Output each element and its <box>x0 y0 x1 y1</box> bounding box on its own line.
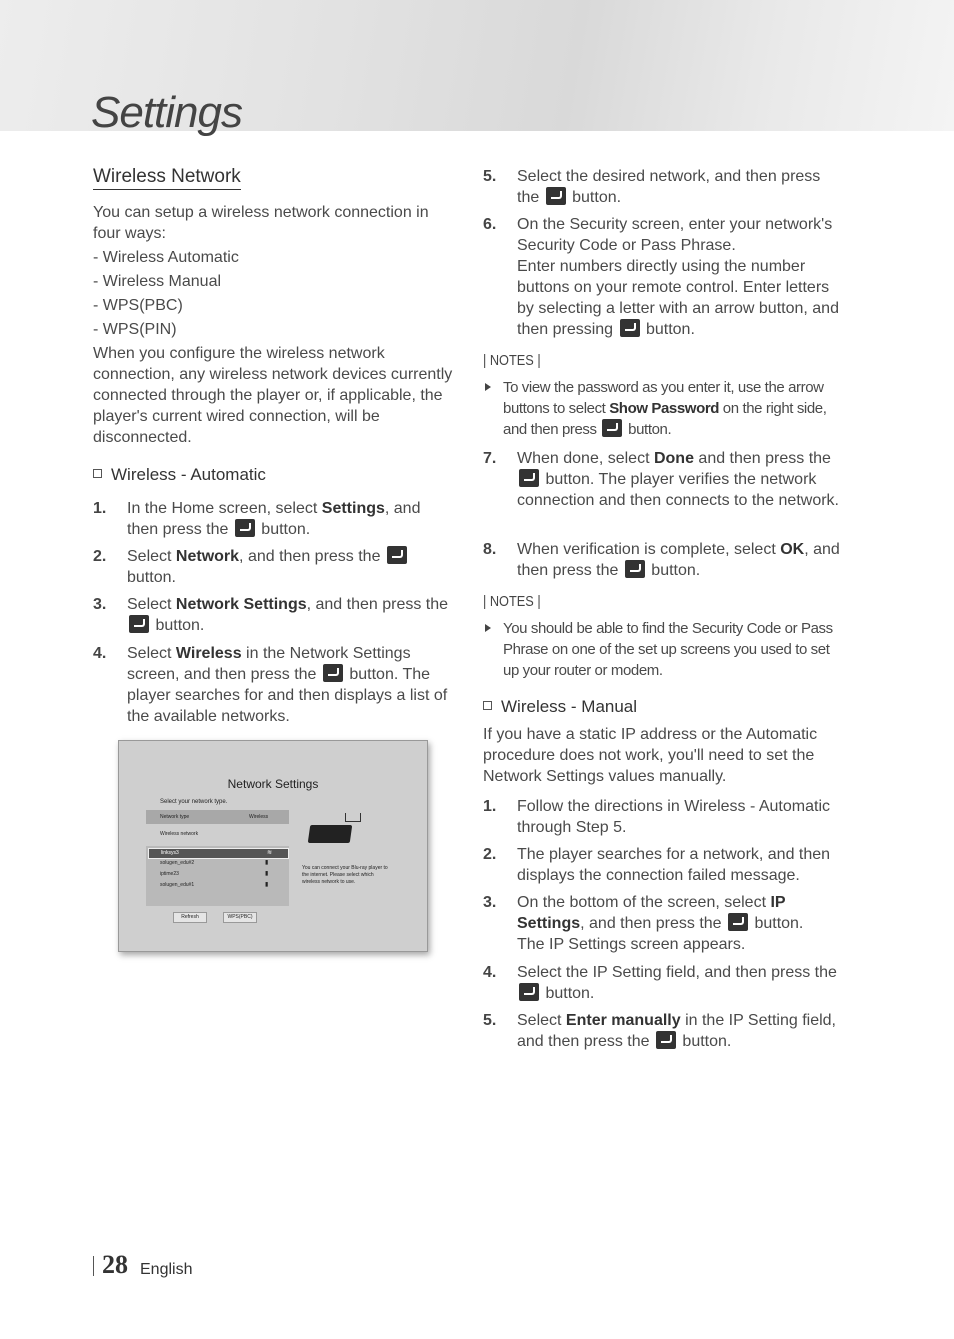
note-item: To view the password as you enter it, use the arrow buttons to select Show Password on the right side, and then press button. <box>483 377 845 440</box>
intro-paragraph: You can setup a wireless network connection in four ways: <box>93 204 429 242</box>
lock-icon: ▮ <box>265 871 269 877</box>
screen-title: Network Settings <box>227 777 319 791</box>
step-item: 8. When verification is complete, select OK, and then press the button. <box>483 541 840 579</box>
enter-button-icon <box>235 519 255 537</box>
enter-button-icon <box>625 560 645 578</box>
network-settings-screenshot <box>118 740 428 952</box>
screen-help-text: You can connect your Blu-ray player to the internet. Please select which wireless network to use. <box>302 865 388 885</box>
network-item[interactable]: iptime23 <box>160 871 179 877</box>
way-item: - WPS(PIN) <box>93 321 177 338</box>
way-item: - Wireless Automatic <box>93 249 239 266</box>
step-item: 5. Select the desired network, and then press the button. <box>483 168 821 206</box>
note-item: You should be able to find the Security Code or Pass Phrase on one of the set up screens you used to set up your router or modem. <box>483 618 845 681</box>
enter-button-icon <box>546 187 566 205</box>
step-item: 5. Select Enter manually in the IP Setting field, and then press the button. <box>483 1012 836 1050</box>
step-item: 6. On the Security screen, enter your network's Security Code or Pass Phrase. Enter numbers directly using the number buttons on your remote control. Enter letters by selecting a letter with an arrow button, and then pressing button. <box>483 216 839 338</box>
network-type-value: Wireless <box>249 814 269 820</box>
page-number-divider <box>93 1256 94 1276</box>
manual-intro: If you have a static IP address or the Automatic procedure does not work, you'll need to set the Network Settings values manually. <box>483 726 818 785</box>
enter-button-icon <box>728 913 748 931</box>
square-bullet-icon <box>93 469 102 478</box>
screen-prompt: Select your network type. <box>160 799 228 805</box>
triangle-bullet-icon <box>485 383 491 391</box>
triangle-bullet-icon <box>485 624 491 632</box>
router-icon <box>345 813 361 822</box>
enter-button-icon <box>620 319 640 337</box>
enter-button-icon <box>519 469 539 487</box>
step-item: 2. The player searches for a network, and then displays the connection failed message. <box>483 846 831 884</box>
step-item: 2. Select Network, and then press the button. <box>93 546 455 588</box>
enter-button-icon <box>129 615 149 633</box>
warning-paragraph: When you configure the wireless network connection, any wireless network devices currently connected through the player or, if applicable, the player's current wired connection, will be disconnected. <box>93 345 453 446</box>
enter-button-icon <box>519 983 539 1001</box>
page-title: Settings <box>91 88 242 137</box>
enter-button-icon <box>656 1031 676 1049</box>
network-item[interactable]: solugen_edu#2 <box>160 860 195 866</box>
step-item: 1. In the Home screen, select Settings, and then press the button. <box>93 500 421 538</box>
step-item: 3. On the bottom of the screen, select IP Settings, and then press the button. The IP Settings screen appears. <box>483 894 804 953</box>
step-item: 3. Select Network Settings, and then press the button. <box>93 596 449 634</box>
section-title: Wireless Network <box>93 166 241 190</box>
network-item-selected[interactable]: linksys3 ≋ <box>148 848 289 859</box>
step-item: 4. Select the IP Setting field, and then press the button. <box>483 964 837 1002</box>
way-item: - WPS(PBC) <box>93 297 183 314</box>
page-number: 28 <box>102 1250 128 1279</box>
enter-button-icon <box>387 546 407 564</box>
page-language: English <box>140 1261 193 1278</box>
player-device-icon <box>308 825 353 843</box>
way-item: - Wireless Manual <box>93 273 222 290</box>
network-list <box>146 846 289 906</box>
step-item: 7. When done, select Done and then press the button. The player verifies the network connection and then connects to the network. <box>483 450 839 509</box>
step-item: 1. Follow the directions in Wireless - Automatic through Step 5. <box>483 798 830 836</box>
refresh-button[interactable]: Refresh <box>173 912 207 923</box>
enter-button-icon <box>602 419 622 437</box>
enter-button-icon <box>323 664 343 682</box>
wps-pbc-button[interactable]: WPS(PBC) <box>223 912 257 923</box>
step-item: 4. Select Wireless in the Network Settings screen, and then press the button. The player searches for and then displays a list of the available networks. <box>93 645 448 725</box>
network-item[interactable]: solugen_edu#1 <box>160 882 195 888</box>
square-bullet-icon <box>483 701 492 710</box>
notes-label: | NOTES | <box>483 352 541 369</box>
wifi-icon: ≋ <box>266 850 272 856</box>
subheading-automatic: Wireless - Automatic <box>93 464 266 485</box>
wireless-network-label: Wireless network <box>160 831 199 837</box>
notes-label: | NOTES | <box>483 593 541 610</box>
lock-icon: ▮ <box>265 860 269 866</box>
lock-icon: ▮ <box>265 882 269 888</box>
subheading-manual: Wireless - Manual <box>483 696 637 717</box>
network-type-label: Network type <box>160 814 190 820</box>
